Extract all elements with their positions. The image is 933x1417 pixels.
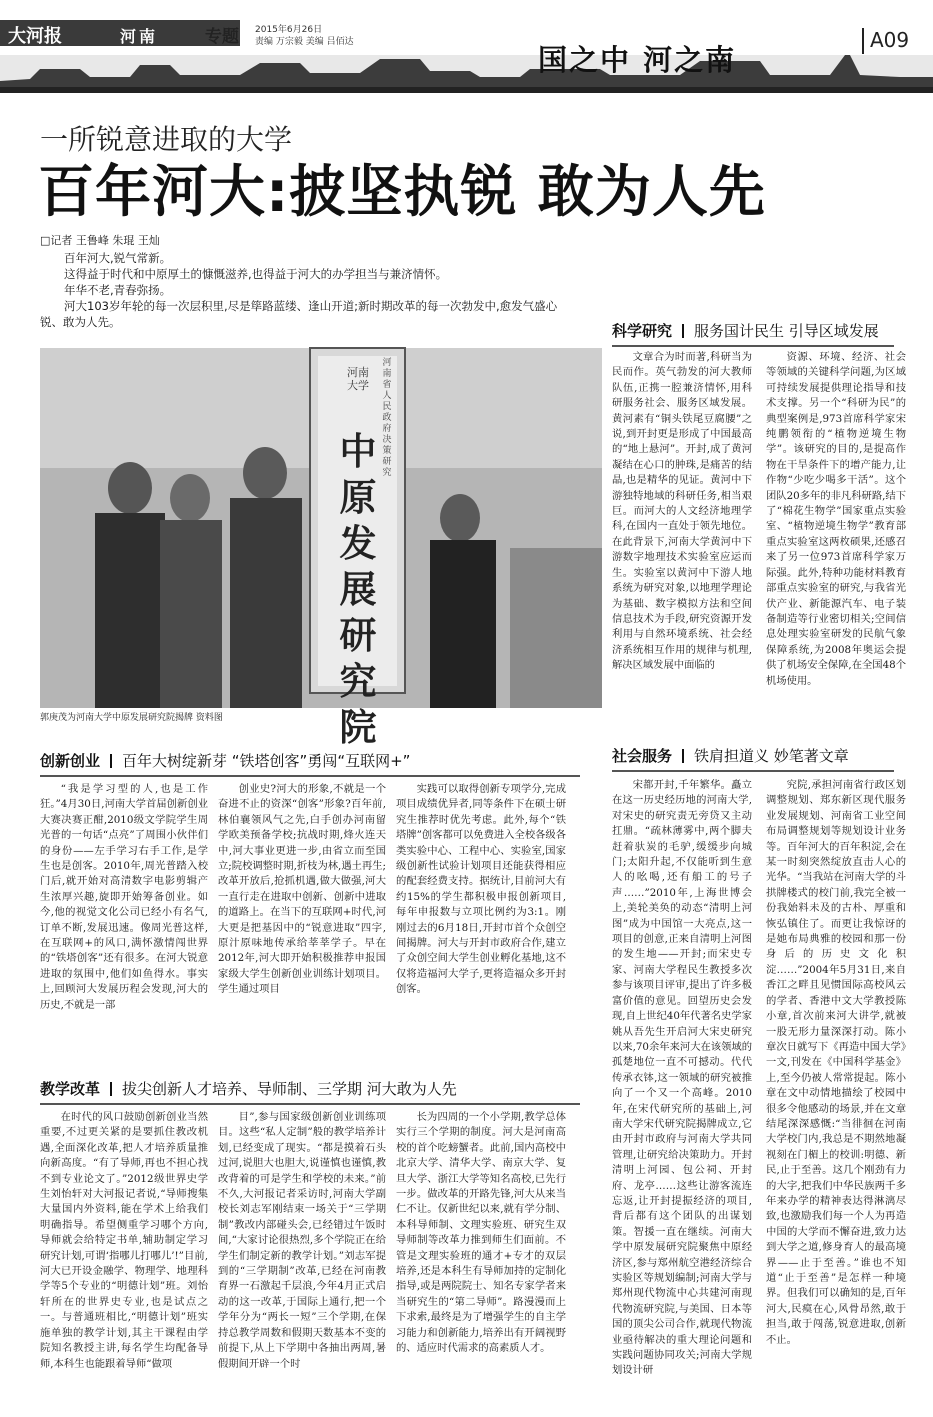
article-headline: 百年河大:披坚执锐 敢为人先 xyxy=(38,160,766,225)
reform-column-2: 目”,参与国家级创新创业训练项目。这些“私人定制”般的教学培养计划,已经变成了现实。“都是摸着石头过河,说胆大也胆大,说谨慎也谨慎,教改背着的可是学生和学校的未来。”前不久,大河报记者采访时,河南大学副校长刘志军刚结束一场关于“三学期制”教改内部碰头会,已经错过午饭时间,“大家讨论很热烈,多个学院正在给学生们制定新的教学计划。”刘志军提到的“三学期制”改革,已经在河南教育界一石激起千层浪,今年4月正式启动的这一改革,于国际上通行,把一个学年分为“两长一短”三个学期,在保持总教学周数和假期天数基本不变的前提下,从上下学期中各抽出两周,暑假期间开辟一个时 xyxy=(218,1111,386,1370)
article-kicker: 一所锐意进取的大学 xyxy=(40,123,293,156)
section-separator xyxy=(682,749,684,763)
page-banner: 国之中 河之南 xyxy=(538,43,737,77)
section-title-service: 铁肩担道义 妙笔著文章 xyxy=(694,747,849,765)
section-key-reform: 教学改革 xyxy=(40,1080,101,1098)
service-column-1: 宋都开封,千年繁华。矗立在这一历史经历地的河南大学,对宋史的研究责无旁贷又主动扛鼎。“疏林薄雾中,两个脚夫赶着驮炭的毛驴,缓缓步向城门;太阳升起,不仅能听到生意人的吆喝,还有船工的号子声……”2010年,上海世博会上,美轮美奂的动态“清明上河图”成为中国馆一大亮点,这一项目的创意,正来自清明上河图的发生地——开封;而宋史专家、河南大学程民生教授多次参与该项目评审,提出了许多极富价值的意见。回望历史会发现,自上世纪40年代著名史学家姚从吾先生开启河大宋史研究以来,70余年来河大在该领域的孤楚地位一直不可撼动。代代传承衣钵,这一领域的研究被推向了一个又一个高峰。2010年,在宋代研究所的基础上,河南大学宋代研究院揭牌成立,它由开封市政府与河南大学共同管理,让研究给决策助力。开封清明上河园、包公祠、开封府、龙亭……这些让游客流连忘返,让开封提振经济的项目,背后都有这个团队的出谋划策。智援一直在继续。河南大学中原发展研究院聚焦中原经济区,参与郑州航空港经济综合实验区等规划编制;河南大学与郑州现代物流中心共建河南现代物流研究院,与美国、日本等国的顶尖公司合作,就现代物流业亟待解决的重大理论问题和实践问题协同攻关;河南大学规划设计研 xyxy=(612,779,752,1377)
photo-caption: 郭庚茂为河南大学中原发展研究院揭牌 资料图 xyxy=(40,713,223,723)
section-header-science xyxy=(612,320,894,347)
plaque-title: 中原发展研究院 xyxy=(339,429,377,749)
section-title-science: 服务国计民生 引导区域发展 xyxy=(694,322,879,340)
section-key-science: 科学研究 xyxy=(612,322,673,340)
campus-skyline-image xyxy=(0,55,933,93)
lead-line-3: 年华不老,青春弥扬。 xyxy=(64,283,172,297)
photo-illustration xyxy=(40,348,602,708)
topic-label: 专题 xyxy=(205,27,239,47)
page-divider xyxy=(862,28,864,54)
plaque-subtitle: 河南大学 xyxy=(347,366,369,392)
section-separator xyxy=(110,754,112,768)
section-key-service: 社会服务 xyxy=(612,747,673,765)
plaque-side-text: 河南省人民政府决策研究 xyxy=(382,358,392,478)
innovation-column-3: 实践可以取得创新专项学分,完成项目成绩优异者,同等条件下在硕士研究生推荐时优先考虑。此外,每个“铁塔牌”创客都可以免费进入全校各级各类实验中心、工程中心、实验室,国家级创新性试验计划项目还能获得相应的配套经费支持。据统计,目前河大有约15%的学生都积极申报创新项目,每年申报数与立项比例约为3:1。刚刚过去的6月18日,开封市首个众创空间揭牌。河大与开封市政府合作,建立了众创空间大学生创业孵化基地,这不仅将造福河大学子,更将造福众多开封创客。 xyxy=(396,783,567,996)
reform-column-3: 长为四周的一个小学期,教学总体实行三个学期的制度。河大是河南高校的首个吃螃蟹者。此前,国内高校中北京大学、清华大学、南京大学、复旦大学、浙江大学等知名高校,已先行一步。做改革的开路先锋,河大从来当仁不让。仅新世纪以来,就有学分制、本科导师制、文理实验班、研究生双导师制等改革力推到师生们面前。不管是文理实验班的通才+专才的双层培养,还是本科生有导师加持的定制化指导,或是两院院士、知名专家学者来当研究生的“第二导师”。路漫漫而上下求索,最终是为了增强学生的自主学习能力和创新能力,培养出有开阔视野的、适应时代需求的高素质人才。 xyxy=(396,1111,566,1355)
editors-line: 责编 万宗毅 美编 吕佰达 xyxy=(255,37,354,47)
innovation-column-1: “我是学习型的人,也是工作狂。”4月30日,河南大学首届创新创业大赛决赛正酣,2010级文学院学生周光普的一句话“点亮”了周围小伙伴们的身份——左手学习右手工作,是学生也是创客。2010年,周光普踏入校门后,就开始对高清数字电影剪辑产生浓厚兴趣,旋即开始筹备创业。如今,他的视觉文化公司已经小有名气,订单不断,发展迅速。像周光普这样,在互联网+的风口,满怀激情闯世界的“铁塔创客”还有很多。在河大锐意进取的氛围中,他们如鱼得水。事实上,回顾河大发展历程会发现,河大的历史,不就是一部 xyxy=(40,783,208,1011)
byline: □记者 王鲁峰 朱琨 王灿 xyxy=(40,234,160,247)
dateline xyxy=(255,24,354,48)
science-column-2: 资源、环境、经济、社会等领域的关键科学问题,为区域可持续发展提供理论指导和技术支撑。另一个“科研为民”的典型案例是,973首席科学家宋纯鹏领衔的“植物逆境生物学”。该研究的目的,是提高作物在干旱条件下的增产能力,让作物“少吃少喝多干活”。这个团队20多年的非凡科研路,结下了“棉花生物学”国家重点实验室、“植物逆境生物学”教育部重点实验室这两枚硕果,还感召来了另一位973首席科学家万际强。此外,特种功能材料教育部重点实验室的研究,与我省光伏产业、新能源汽车、电子装备制造等行业密切相关;空间信息处理实验室研发的民航气象保障系统,为2008年奥运会提供了机场安全保障,在全国48个机场使用。 xyxy=(766,351,906,687)
section-name: 河南 xyxy=(120,27,159,46)
reform-column-1: 在时代的风口鼓励创新创业当然重要,不过更关紧的是要抓住教改机遇,全面深化改革,把人才培养质量推向新高度。“有了导师,再也不担心找不到专业论文了。”2012级世界史学生刘怡轩对大河报记者说,“导师搜集大量国内外资料,能在学术上给我们明确指导。希望侧重学习哪个方向,导师就会给特定书单,辅助制定学习研究计划,可谓‘指哪儿打哪儿’!”目前,河大已开设金融学、物理学、地理科学等5个专业的“明德计划”班。刘怡轩所在的世界史专业,也是试点之一。与普通班相比,“明德计划”班实施单独的教学计划,其主干课程由学院知名教授主讲,每名学生均配备导师,本科生也能跟着导师“做项 xyxy=(40,1111,208,1370)
newspaper-logo: 大河报 xyxy=(8,26,62,47)
lead-line-1: 百年河大,锐气常新。 xyxy=(64,251,172,265)
section-separator xyxy=(682,324,684,338)
section-key-innovation: 创新创业 xyxy=(40,752,101,770)
section-separator xyxy=(110,1082,112,1096)
science-column-1: 文章合为时而著,科研当为民而作。英气勃发的河大教师队伍,正携一腔兼济情怀,用科研服务社会、服务区域发展。黄河素有“铜头铁尾豆腐腰”之说,到开封更是形成了中国最高的“地上悬河”。开封,成了黄河凝结在心口的肿珠,是痛苦的结晶,也是精华的见证。黄河中下游独特地域的科研任务,相当艰巨。而河大的人文经济地理学科,在国内一直处于领先地位。在此背景下,河南大学黄河中下游数字地理技术实验室应运而生。实验室以黄河中下游人地系统为研究对象,以地理学理论为基础、数字模拟方法和空间信息技术为手段,研究资源开发利用与自然环境系统、社会经济系统相互作用的规律与机理,解决区域发展中面临的 xyxy=(612,351,752,672)
innovation-column-2: 创业史?河大的形象,不就是一个奋进不止的资深“创客”形象?百年前,林伯襄领风气之先,白手创办河南留学欧美预备学校;抗战时期,烽火连天中,河大事业更进一步,由省立而至国立;院校调整时期,折枝为林,遇土再生;改革开放后,抢抓机遇,做大做强,河大一直行走在进取中创新、创新中进取的道路上。在当下的互联网+时代,河大更是把基因中的“锐意进取”四字,原汁原味地传承给莘莘学子。早在2012年,河大即开始积极推荐申报国家级大学生创新创业训练计划项目。学生通过项目 xyxy=(218,783,386,996)
lead-line-2: 这得益于时代和中原厚土的慷慨滋养,也得益于河大的办学担当与兼济情怀。 xyxy=(64,267,448,281)
section-header-service xyxy=(612,745,894,772)
section-title-reform: 拔尖创新人才培养、导师制、三学期 河大敢为人先 xyxy=(122,1080,457,1098)
page-number: A09 xyxy=(870,28,910,52)
section-title-innovation: 百年大树绽新芽 “铁塔创客”勇闯“互联网+” xyxy=(122,752,411,770)
issue-date: 2015年6月26日 xyxy=(255,25,323,35)
service-column-2: 究院,承担河南省行政区划调整规划、郑东新区现代服务业发展规划、河南省工业空间布局调整规划等规划设计业务等。百年河大的百年积淀,会在某一时刻突然绽放直击人心的光华。“当我站在河南大学的斗拱牌楼式的校门前,我完全被一份我始料未及的古朴、厚重和恢弘镇住了。而更让我惊讶的是她布局典雅的校园和那一份身后的历史文化积淀……”2004年5月31日,来自香江之畔且见惯国际高校风云的学者、香港中文大学教授陈小章,首次前来河大讲学,就被一股无形力量深深打动。陈小章次日就写下《再造中国大学》一文,刊发在《中国科学基金》上,至今仍被人常常提起。陈小章在文中动情地描绘了校园中很多令他感动的场景,并在文章结尾深深感慨:“当徘徊在河南大学校门内,我总是不期然地凝视刻在门楣上的校训:明德、新民,止于至善。这几个刚劲有力的大字,把我们中华民族两千多年来办学的精神表达得淋漓尽致,也激励我们每一个人为再造中国的大学而不懈奋进,致力达到大学之道,修身育人的最高境界——止于至善。”谁也不知道“止于至善”是怎样一种境界。但我们可以确知的是,百年河大,民瘼在心,风骨昂然,敢于担当,敢于闯荡,锐意进取,创新不止。 xyxy=(766,779,906,1346)
lead-line-4: 河大103岁年轮的每一次层积里,尽是筚路蓝缕、逢山开道;新时期改革的每一次勃发中,愈发气盛心锐、敢为人先。 xyxy=(40,299,558,329)
section-header-reform xyxy=(40,1078,580,1105)
section-header-innovation xyxy=(40,750,580,777)
page-header xyxy=(0,0,933,95)
